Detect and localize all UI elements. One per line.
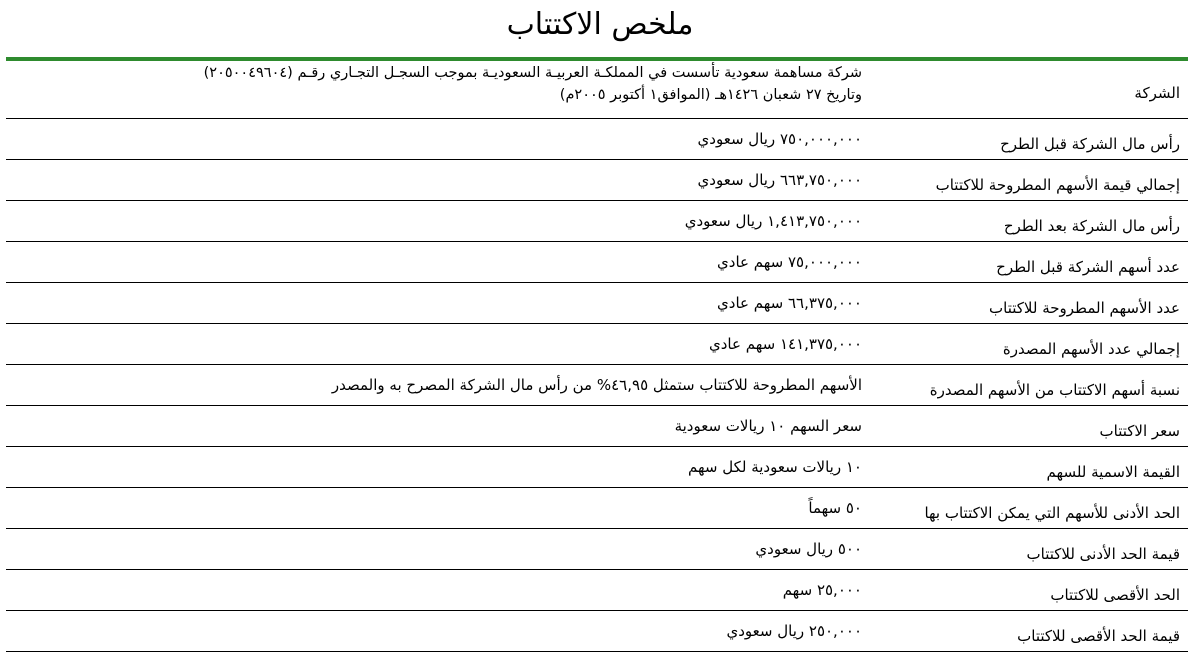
row-value [6,61,876,118]
row-value: ٢٥,٠٠٠ سهم [782,581,862,599]
table-row [6,529,1188,570]
row-value: ٥٠٠ ريال سعودي [755,540,862,558]
row-label: سعر الاكتتاب [1099,422,1180,440]
table-row-company [6,61,1188,119]
row-label: الحد الأقصى للاكتتاب [1050,586,1180,604]
row-value: ١٠ ريالات سعودية لكل سهم [688,458,862,476]
table-row [6,447,1188,488]
table-row [6,406,1188,447]
row-value: ٢٥٠,٠٠٠ ريال سعودي [726,622,862,640]
row-value: الأسهم المطروحة للاكتتاب ستمثل ٤٦,٩٥% من رأس مال الشركة المصرح به والمصدر [331,376,862,394]
table-row [6,570,1188,611]
row-label: قيمة الحد الأقصى للاكتتاب [1017,627,1180,645]
row-label: قيمة الحد الأدنى للاكتتاب [1026,545,1180,563]
company-description-line-1: شركة مساهمة سعودية تأسست في المملكـة العربيـة السعوديـة بموجب السجـل التجـاري رقـم (٢٠٥٠٠٤٩٦٠٤) [203,65,862,81]
row-label: إجمالي عدد الأسهم المصدرة [1002,340,1180,358]
row-value: ٥٠ سهماً [808,499,862,517]
row-label: الحد الأدنى للأسهم التي يمكن الاكتتاب بها [924,504,1180,522]
table-row [6,242,1188,283]
table-row [6,611,1188,652]
row-label: إجمالي قيمة الأسهم المطروحة للاكتتاب [935,176,1180,194]
row-value: ١٤١,٣٧٥,٠٠٠ سهم عادي [709,335,862,353]
row-value: ٦٦٣,٧٥٠,٠٠٠ ريال سعودي [697,171,862,189]
table-row [6,160,1188,201]
table-row [6,283,1188,324]
table-row [6,488,1188,529]
row-label: رأس مال الشركة بعد الطرح [1003,217,1180,235]
row-value: ٧٥٠,٠٠٠,٠٠٠ ريال سعودي [697,130,862,148]
table-row [6,365,1188,406]
row-label: رأس مال الشركة قبل الطرح [1000,135,1180,153]
row-label: القيمة الاسمية للسهم [1046,463,1180,481]
row-value: ٧٥,٠٠٠,٠٠٠ سهم عادي [717,253,862,271]
table-row [6,119,1188,160]
table-row [6,201,1188,242]
offering-summary-table [6,61,1188,652]
row-value: سعر السهم ١٠ ريالات سعودية [674,417,862,435]
row-label: عدد الأسهم المطروحة للاكتتاب [989,299,1180,317]
row-label: الشركة [1134,83,1180,102]
row-label: عدد أسهم الشركة قبل الطرح [996,258,1180,276]
row-value: ٦٦,٣٧٥,٠٠٠ سهم عادي [717,294,862,312]
table-row [6,324,1188,365]
row-label: نسبة أسهم الاكتتاب من الأسهم المصدرة [929,381,1180,399]
page-title: ملخص الاكتتاب [506,7,694,42]
company-description-line-2: وتاريخ ٢٧ شعبان ١٤٢٦هـ (الموافق١ أكتوبر ٢٠٠٥م) [559,87,862,103]
row-value: ١,٤١٣,٧٥٠,٠٠٠ ريال سعودي [684,212,862,230]
